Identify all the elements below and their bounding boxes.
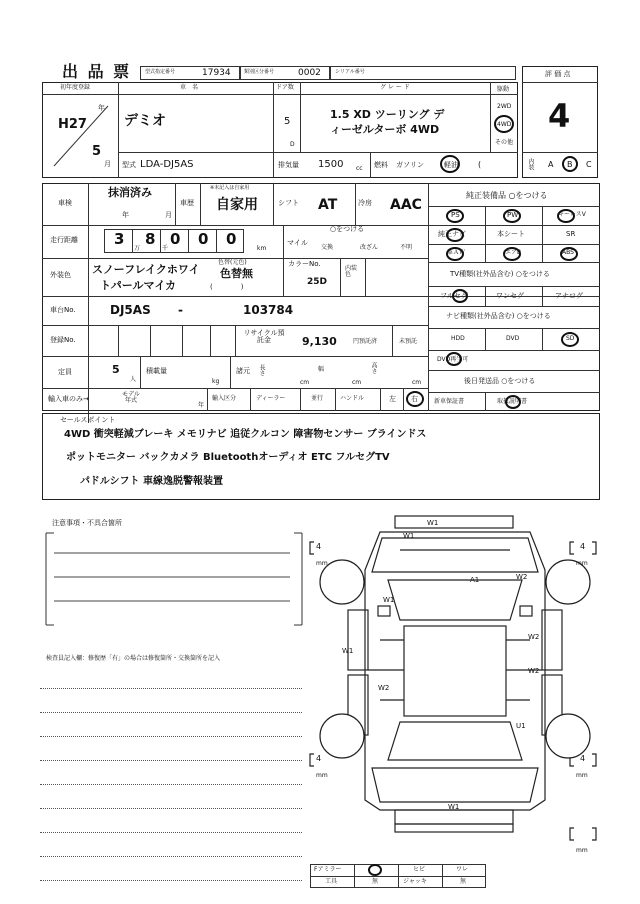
color-value-2: トパールマイカ: [100, 279, 177, 292]
doors-label: ドア数: [276, 84, 294, 91]
damage-mark-7: W2: [528, 633, 540, 641]
chassis-label: 車台No.: [50, 306, 76, 314]
footer-jack-label: ジャッキ: [403, 878, 427, 885]
tread-front-right-mm: mm: [576, 560, 588, 567]
damage-mark-2: W1: [403, 532, 415, 540]
load-unit: kg: [212, 378, 220, 385]
after-manual-circle: [505, 395, 521, 409]
recycle-label: リサイクル預託金: [243, 329, 285, 344]
handle-right-circle: [406, 391, 424, 407]
id-value-2: 0002: [298, 68, 321, 78]
equip-sr: SR: [566, 230, 576, 238]
tread-front-right: 4: [580, 542, 586, 551]
footer-tool-label: 工具: [325, 878, 338, 885]
dvd-play-circle: [446, 352, 462, 366]
fuel-gasoline: ガソリン: [396, 161, 424, 169]
equip-navi: 純正ナビ: [438, 230, 466, 238]
selling-points-line-2: ポットモニター バックカメラ Bluetoothオーディオ ETC フルセグTV: [66, 452, 390, 463]
reg-label: 登録No.: [50, 336, 76, 344]
load-label: 積載量: [146, 367, 167, 375]
chassis-number: 103784: [243, 303, 294, 317]
notes-title: 注意事項・不具合箇所: [52, 519, 122, 527]
model-year-unit: 年: [198, 402, 205, 409]
capacity-label: 定員: [58, 368, 72, 376]
notes-bracket: [40, 525, 310, 635]
footer-jack-value: 無: [460, 878, 467, 885]
import-parallel: 並行: [311, 395, 324, 402]
interior-c: C: [586, 160, 592, 169]
inspection-value: 抹消済み: [108, 186, 152, 199]
recycle-status: 未預託: [399, 338, 418, 345]
equip-abs-circle: [560, 247, 578, 261]
km-option-exchange: 交換: [321, 244, 334, 251]
footer-mirror-label: Fアミラー: [314, 866, 342, 873]
name-label: 車 名: [180, 84, 199, 91]
equip-aw: 革ＡＷ: [447, 249, 466, 256]
capacity-unit: 人: [130, 376, 137, 383]
fuel-label: 燃料: [374, 161, 388, 169]
color-value-1: スノーフレイクホワイ: [92, 263, 200, 276]
first-reg-year-mark: 年: [98, 104, 105, 112]
drive-4wd-circle: [494, 115, 514, 133]
drive-other: その他: [495, 139, 514, 146]
equip-navi-circle: [446, 228, 464, 242]
tread-front-left: 4: [316, 542, 322, 551]
repaint-value: 色替無: [220, 267, 253, 280]
ac-value: AAC: [390, 197, 422, 213]
interior-a: A: [548, 160, 554, 169]
damage-mark-8: W2: [528, 667, 540, 675]
dims-cm-3: cm: [412, 379, 422, 386]
first-reg-era: H27: [58, 117, 87, 132]
km-option-tamper: 改ざん: [360, 244, 379, 251]
grade-label: グ レ ー ド: [380, 84, 410, 91]
interior-label: 内装: [527, 158, 534, 170]
after-warranty: 新車保証書: [434, 398, 465, 405]
color-label: 外装色: [50, 271, 71, 279]
drive-label: 駆動: [497, 86, 510, 93]
vehicle-name: デミオ: [124, 113, 166, 129]
interior-color-label: 内装色: [345, 265, 358, 278]
chassis-dash: -: [178, 303, 183, 317]
equipment-title: 純正装備品 ○をつける: [466, 191, 548, 200]
import-dealer: ディーラー: [256, 395, 286, 402]
equip-airbag-circle: [503, 247, 521, 261]
footer-mirror-circle: [368, 864, 382, 876]
equip-aw-circle: [446, 247, 464, 261]
mileage-sen: 千: [162, 245, 169, 252]
dims-height: 高さ: [370, 362, 377, 374]
repaint-paren: ( ): [210, 283, 244, 291]
damage-mark-1: W1: [427, 519, 439, 527]
model-value: LDA-DJ5AS: [140, 159, 194, 170]
ac-label: 冷房: [358, 199, 372, 207]
navi-hdd: HDD: [451, 335, 465, 342]
id-value-1: 17934: [202, 68, 231, 78]
footer-crack-label: ヒビ: [413, 866, 426, 873]
tv-fullseg: フルセグ: [440, 292, 468, 300]
mileage-digit-5: 0: [226, 230, 237, 248]
damage-mark-11: W1: [448, 803, 460, 811]
tread-front-left-mm: mm: [316, 560, 328, 567]
km-circle-instr: ○をつける: [330, 225, 365, 233]
fuel-diesel: 軽油: [444, 161, 458, 169]
color-no-value: 25D: [307, 277, 327, 287]
tread-spare-mm: mm: [576, 847, 588, 854]
recycle-unit: 円預託済: [353, 338, 378, 345]
grade-line-1: 1.5 XD ツーリング デ: [330, 108, 445, 121]
doors-value: 5: [284, 116, 291, 127]
after-title: 後日発送品 ○をつける: [464, 377, 536, 385]
displacement-label: 排気量: [278, 161, 299, 169]
tv-analog: アナログ: [555, 292, 583, 300]
interior-b: B: [567, 160, 573, 169]
dims-width: 幅: [318, 366, 325, 373]
car-damage-diagram: [300, 510, 610, 850]
drive-4wd: 4WD: [497, 121, 512, 128]
import-label: 輸入車のみ→: [48, 395, 89, 403]
recycle-value: 9,130: [302, 335, 337, 348]
shift-label: シフト: [278, 199, 299, 207]
handle-left: 左: [389, 395, 396, 403]
tread-rear-right-mm: mm: [576, 772, 588, 779]
mileage-digit-1: 3: [114, 230, 125, 248]
tread-rear-left: 4: [316, 754, 322, 763]
handle-label: ハンドル: [340, 395, 365, 402]
equip-pw: PW: [507, 211, 519, 219]
equip-pw-circle: [503, 209, 521, 223]
grade-line-2: ィーゼルターボ 4WD: [330, 123, 440, 136]
history-note: ※未記入は自家用: [210, 185, 250, 191]
dims-cm-1: cm: [300, 379, 310, 386]
km-option-unknown: 不明: [400, 244, 413, 251]
fuel-diesel-circle: [440, 155, 460, 173]
inspection-year: 年: [122, 211, 129, 219]
id-label-1: 型式指定番号: [145, 69, 176, 75]
first-reg-month-mark: 月: [104, 160, 111, 168]
chassis-prefix: DJ5AS: [110, 303, 151, 317]
inspector-title: 検査員記入欄：修復歴「有」の場合は修復箇所・交換箇所を記入: [46, 655, 221, 662]
equip-ps-circle: [446, 209, 464, 223]
model-label: 型式: [122, 161, 136, 169]
damage-mark-3: A1: [470, 576, 480, 584]
inspection-label: 車検: [58, 199, 72, 207]
interior-b-circle: [562, 156, 578, 172]
damage-mark-5: W1: [383, 596, 395, 604]
equip-ps: PS: [451, 211, 460, 219]
first-reg-label: 初年度登録: [60, 84, 91, 91]
mileage-digit-2: 8: [145, 230, 156, 248]
tv-fullseg-circle: [452, 289, 468, 303]
mileage-digit-3: 0: [170, 230, 181, 248]
tv-title: TV種類(社外品含む) ○をつける: [450, 270, 550, 278]
tread-rear-left-mm: mm: [316, 772, 328, 779]
dvd-play: DVD再生可: [437, 356, 469, 363]
navi-sd: SD: [566, 335, 575, 342]
displacement-unit: cc: [356, 165, 363, 172]
selling-points-line-1: 4WD 衝突軽減ブレーキ メモリナビ 追従クルコン 障害物センサー ブラインドス: [64, 429, 427, 440]
repaint-label: 色替(元色): [218, 259, 247, 266]
mileage-man: 万: [134, 245, 141, 252]
after-manual: 取扱説明書: [497, 398, 528, 405]
equip-keyless-circle: [557, 209, 575, 223]
history-label: 車歴: [180, 199, 194, 207]
first-reg-month: 5: [92, 144, 102, 159]
color-no-label: カラーNo.: [288, 260, 321, 268]
import-type-label: 輸入区分: [212, 395, 237, 402]
damage-mark-6: W1: [342, 647, 354, 655]
navi-dvd: DVD: [506, 335, 520, 342]
dims-cm-2: cm: [352, 379, 362, 386]
mileage-unit: km: [257, 245, 267, 252]
selling-points-title: セールスポイント: [60, 416, 116, 424]
mileage-digit-4: 0: [198, 230, 209, 248]
mile-label: マイル: [287, 239, 308, 247]
footer-tool-value: 無: [372, 878, 379, 885]
model-year-label: モデル年式: [122, 391, 140, 404]
tread-rear-right: 4: [580, 754, 586, 763]
navi-title: ナビ種類(社外品含む) ○をつける: [446, 312, 551, 320]
damage-mark-9: W2: [378, 684, 390, 692]
drive-2wd: 2WD: [497, 103, 512, 110]
score-label: 評 価 点: [545, 70, 571, 78]
score-value: 4: [548, 97, 571, 135]
tv-oneseg: ワンセグ: [496, 292, 524, 300]
dims-length: 長さ: [258, 364, 265, 376]
dims-label: 諸元: [236, 367, 250, 375]
shift-value: AT: [318, 197, 338, 213]
navi-sd-circle: [561, 332, 579, 347]
history-value: 自家用: [216, 197, 258, 213]
fuel-paren: (: [478, 160, 482, 169]
doors-unit: D: [290, 141, 295, 148]
equip-airbag: エアB: [505, 249, 522, 256]
serial-label: シリアル番号: [335, 69, 365, 75]
handle-right: 右: [411, 395, 418, 403]
mileage-label: 走行距離: [50, 236, 78, 244]
inspection-month: 月: [165, 211, 172, 219]
equip-seat: 本シート: [497, 230, 525, 238]
capacity-value: 5: [112, 363, 120, 376]
equip-abs: ABS: [562, 249, 574, 256]
selling-points-line-3: パドルシフト 車線逸脱警報装置: [80, 476, 224, 487]
displacement-value: 1500: [318, 159, 344, 170]
damage-mark-10: U1: [516, 722, 526, 730]
damage-mark-4: W2: [516, 573, 528, 581]
equip-keyless: キーレスV: [558, 211, 586, 218]
id-label-2: 類別区分番号: [244, 69, 275, 75]
footer-break-label: ワレ: [456, 866, 469, 873]
form-title: 出 品 票: [62, 62, 132, 81]
